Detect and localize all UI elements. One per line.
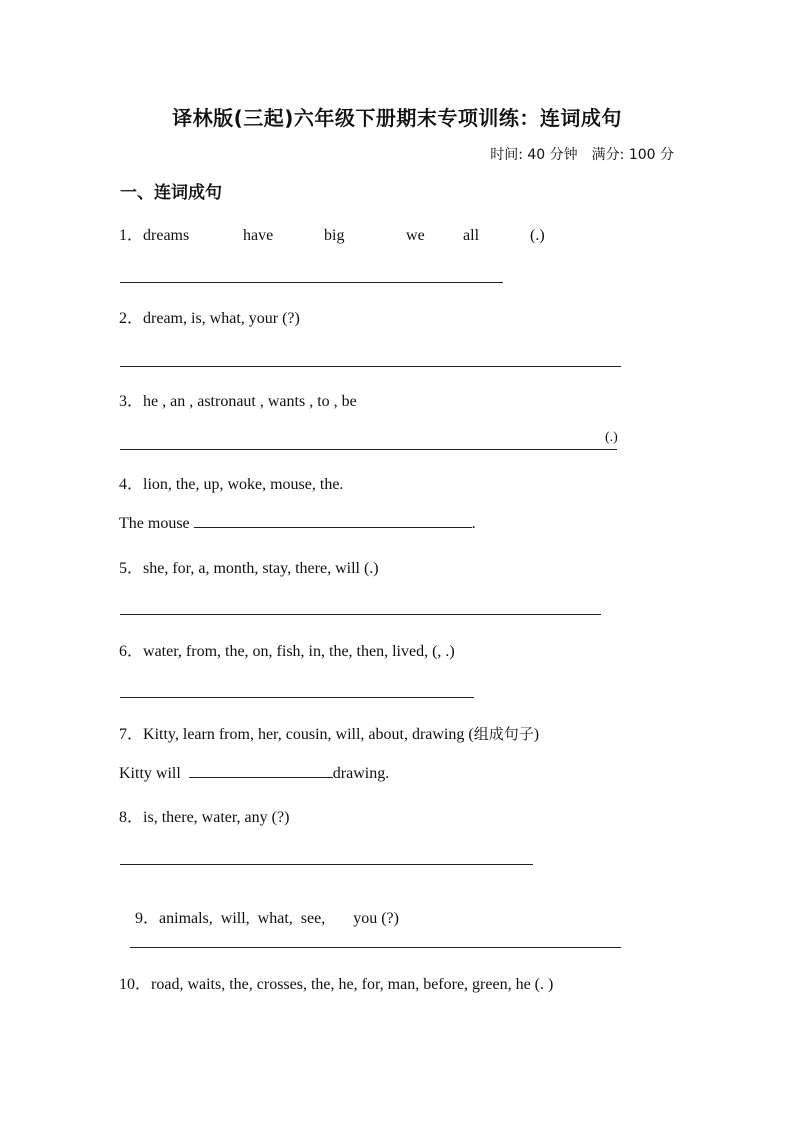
answer-prefix: Kitty will	[119, 765, 181, 782]
answer-line[interactable]	[120, 864, 533, 865]
question-number: 8．	[119, 809, 144, 826]
question-number: 9．	[135, 910, 160, 927]
answer-line[interactable]	[120, 614, 601, 615]
answer-row-7	[119, 763, 389, 783]
question-number: 3．	[119, 393, 144, 410]
answer-line[interactable]	[120, 449, 617, 450]
question-6	[119, 638, 455, 661]
page-title: 译林版(三起)六年级下册期末专项训练：连词成句	[172, 106, 622, 130]
answer-line[interactable]	[120, 366, 621, 367]
question-words: is, there, water, any (?)	[143, 809, 290, 826]
word: have	[243, 227, 274, 244]
time-limit: 时间: 40 分钟	[490, 147, 578, 163]
full-score: 满分: 100 分	[591, 147, 674, 163]
word: all	[463, 227, 480, 244]
question-4	[119, 471, 343, 494]
question-number: 6．	[119, 643, 144, 660]
question-number: 4．	[119, 476, 144, 493]
question-5	[119, 555, 379, 578]
exam-meta	[490, 144, 674, 164]
answer-blank[interactable]	[194, 513, 472, 528]
question-8	[119, 804, 289, 827]
question-words: lion, the, up, woke, mouse, the.	[143, 476, 344, 493]
question-words: road, waits, the, crosses, the, he, for, man, before, green, he (. )	[151, 976, 554, 993]
question-words: dream, is, what, your (?)	[143, 310, 300, 327]
answer-row-4	[119, 513, 476, 533]
question-3	[119, 388, 357, 411]
word: big	[324, 227, 345, 244]
answer-line[interactable]	[130, 947, 621, 948]
question-words: water, from, the, on, fish, in, the, then, lived, (, .)	[143, 643, 455, 660]
instruction-cn: 组成句子	[473, 725, 534, 743]
answer-suffix: drawing.	[332, 765, 390, 782]
question-number: 10．	[119, 976, 152, 993]
question-number: 7．	[119, 726, 144, 743]
question-words: animals, will, what, see, you (?)	[159, 910, 399, 927]
question-words: Kitty, learn from, her, cousin, will, about, drawing (	[143, 726, 474, 743]
question-9	[119, 887, 399, 946]
answer-suffix: .	[471, 515, 476, 532]
question-2	[119, 305, 300, 328]
answer-line[interactable]	[120, 697, 474, 698]
question-number: 5．	[119, 560, 144, 577]
word: dreams	[143, 227, 190, 244]
question-words: he , an , astronaut , wants , to , be	[143, 393, 357, 410]
question-words: she, for, a, month, stay, there, will (.)	[143, 560, 379, 577]
word: we	[406, 227, 425, 244]
end-punctuation: (.)	[605, 430, 618, 445]
question-number: 2．	[119, 310, 144, 327]
answer-line[interactable]	[120, 282, 503, 283]
question-10	[119, 971, 553, 994]
section-heading: 一、连词成句	[120, 183, 222, 203]
close-paren: )	[533, 726, 540, 743]
answer-prefix: The mouse	[119, 515, 190, 532]
question-number: 1．	[119, 227, 144, 244]
answer-blank[interactable]	[189, 763, 333, 778]
word: (.)	[530, 227, 545, 244]
question-1	[119, 222, 545, 245]
question-7	[119, 721, 539, 744]
